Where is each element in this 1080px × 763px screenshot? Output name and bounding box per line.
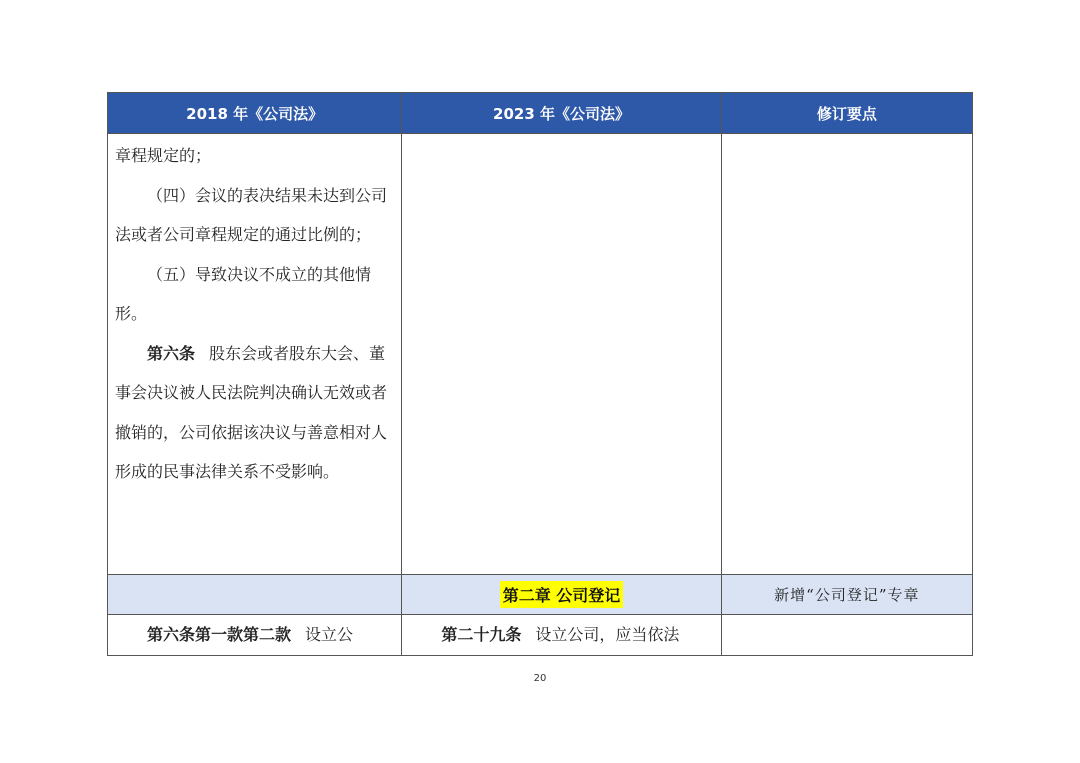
cell-2018-content [108,134,401,492]
chapter-note: 新增“公司登记”专章 [774,586,920,604]
cell-2023-content [402,616,720,654]
cell-2023-text [402,615,721,656]
table-row [108,615,973,656]
article-number: 第二十九条 [441,625,522,644]
header-2023-law: 2023 年《公司法》 [402,93,721,134]
paragraph-item-5 [115,255,395,334]
cell-2023-text [402,134,721,575]
paragraph-article-6 [115,334,395,492]
chapter-row [108,575,973,615]
paragraph-text: （五）导致决议不成立的其他情形。 [115,264,372,323]
table-header-row [108,93,973,134]
article-number: 第六条第一款第二款 [147,625,292,644]
paragraph-text: 设立公司，应当依法 [535,625,680,644]
paragraph-text: （四）会议的表决结果未达到公司法或者公司章程规定的通过比例的； [115,185,388,244]
cell-2018-content [108,616,401,654]
chapter-note-cell [721,575,972,615]
cell-2018-text [108,134,402,575]
cell-revision-note [721,615,972,656]
chapter-cell-empty [108,575,402,615]
article-number: 第六条 [147,343,196,363]
paragraph-continuation [115,136,395,176]
chapter-cell [402,575,721,615]
cell-revision-note [721,134,972,575]
page-number: 20 [533,673,547,684]
paragraph-text: 设立公 [305,625,354,644]
cell-2018-text [108,615,402,656]
header-revision-points: 修订要点 [721,93,972,134]
paragraph-item-4 [115,176,395,255]
paragraph-text: 章程规定的； [115,146,212,165]
table-row [108,134,973,575]
header-2018-law: 2018 年《公司法》 [108,93,402,134]
paragraph-text: 股东会或者股东大会、董事会决议被人民法院判决确认无效或者撤销的，公司依据该决议与善意相对人形成的民事法律关系不受影响。 [115,343,388,481]
chapter-title: 第二章 公司登记 [500,581,624,608]
law-comparison-table [107,92,973,656]
